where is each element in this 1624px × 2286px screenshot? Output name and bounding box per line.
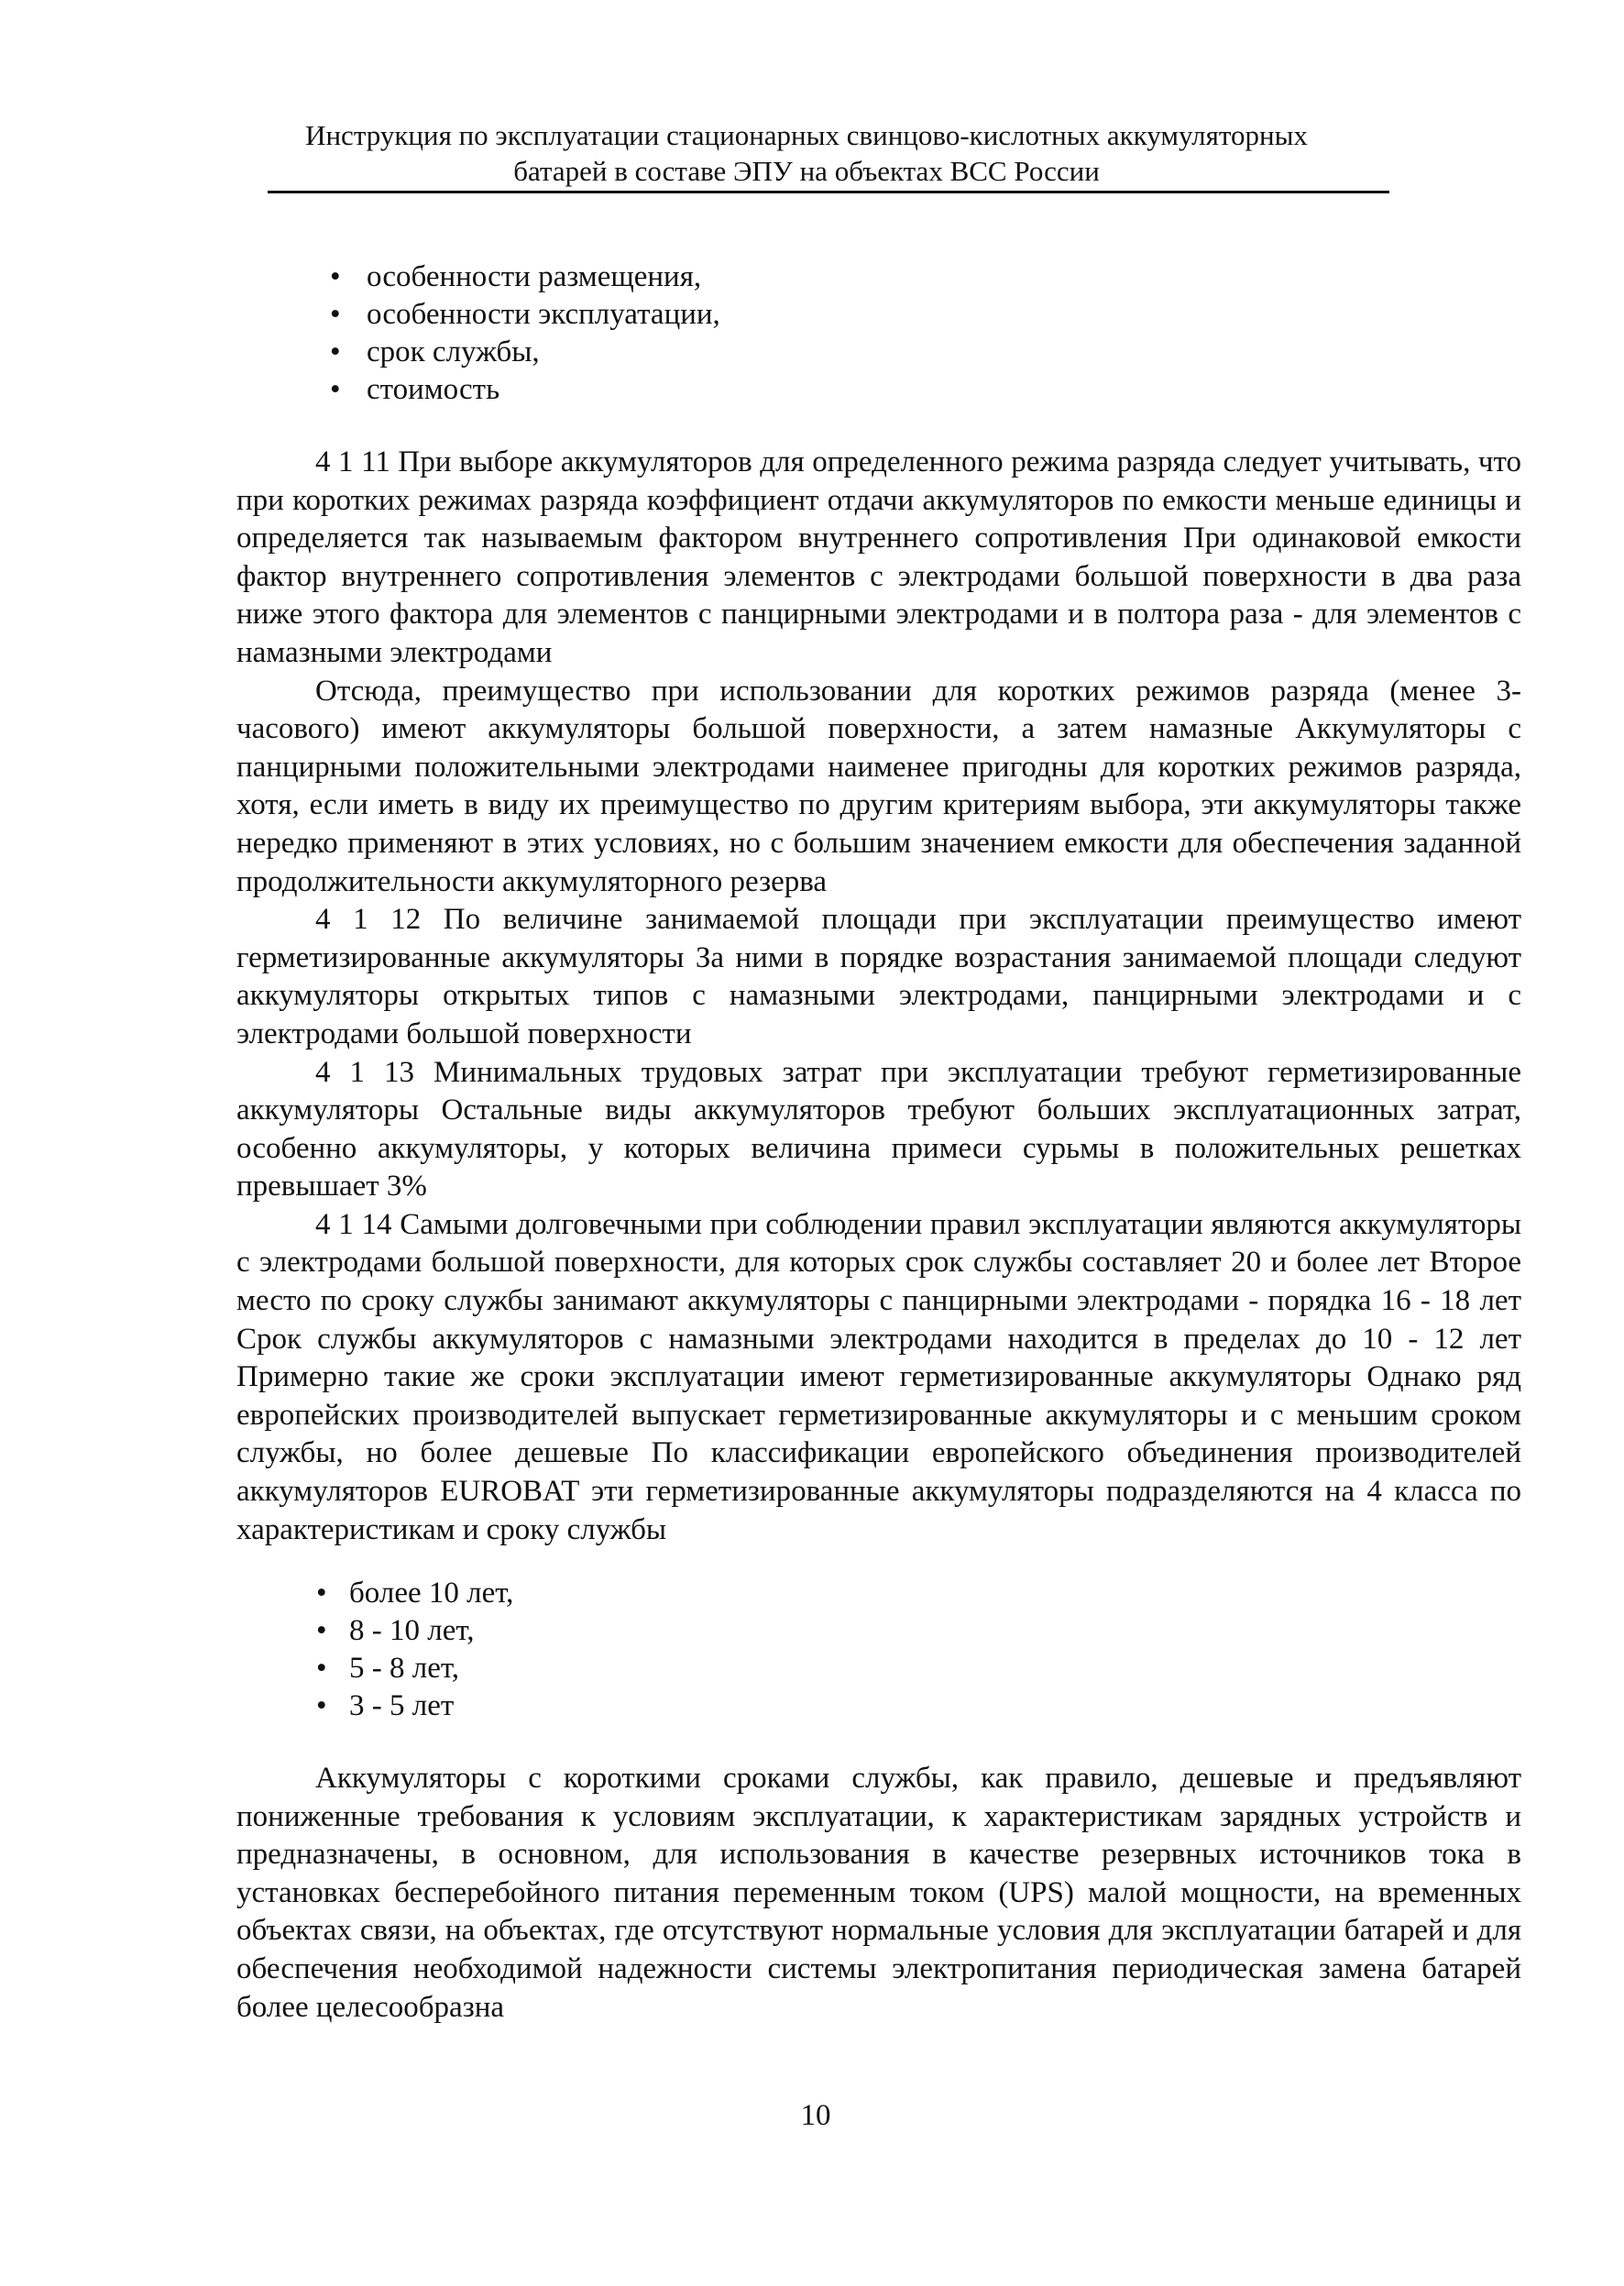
list-item-text: 8 - 10 лет, <box>349 1614 475 1647</box>
list-item <box>330 258 720 296</box>
criteria-list <box>330 258 720 409</box>
list-item-text: 5 - 8 лет, <box>349 1652 460 1685</box>
paragraph-4-1-13: 4 1 13 Минимальных трудовых затрат при эксплуатации требуют герметизированные аккумуляторы Остальные виды аккумуляторов требуют больших эксплуатационных затрат, особенно аккумуляторы, у которых величина примеси сурьмы в положительных решетках превышает 3% <box>236 1055 1521 1203</box>
list-item <box>316 1650 513 1687</box>
bullet-icon: • <box>330 335 341 368</box>
paragraph-4-1-11: 4 1 11 При выборе аккумуляторов для определенного режима разряда следует учитывать, что при коротких режимах разряда коэффициент отдачи аккумуляторов по емкости меньше единицы и определяется так называемым фактором внутреннего сопротивления При одинаковой емкости фактор внутреннего сопротивления элементов с электродами большой поверхности в два раза ниже этого фактора для элементов с панцирными электродами и в полтора раза - для элементов с намазными электродами <box>236 445 1521 669</box>
bullet-icon: • <box>316 1689 327 1722</box>
header-line-2: батарей в составе ЭПУ на объектах ВСС России <box>513 155 1100 187</box>
bullet-icon: • <box>330 260 341 293</box>
list-item <box>316 1687 513 1725</box>
page-number: 10 <box>800 2099 831 2132</box>
list-item <box>316 1612 513 1650</box>
list-item-text: срок службы, <box>367 335 540 368</box>
bullet-icon: • <box>330 373 341 406</box>
header-line-1: Инструкция по эксплуатации стационарных свинцово-кислотных аккумуляторных <box>305 119 1308 151</box>
list-item <box>330 334 720 371</box>
paragraph-consequence: Отсюда, преимущество при использовании для коротких режимов разряда (менее 3-часового) имеют аккумуляторы большой поверхности, а затем намазные Аккумуляторы с панцирными положительными электродами наименее пригодны для коротких режимов разряда, хотя, если иметь в виду их преимущество по другим критериям выбора, эти аккумуляторы также нередко применяют в этих условиях, но с большим значением емкости для обеспечения заданной продолжительности аккумуляторного резерва <box>236 674 1521 898</box>
list-item-text: особенности эксплуатации, <box>367 298 720 331</box>
list-item-text: особенности размещения, <box>367 260 702 293</box>
service-life-classes-list <box>316 1575 513 1725</box>
list-item <box>316 1575 513 1612</box>
bullet-icon: • <box>316 1652 327 1685</box>
list-item-text: более 10 лет, <box>349 1577 514 1610</box>
paragraph-4-1-12: 4 1 12 По величине занимаемой площади при эксплуатации преимущество имеют герметизированные аккумуляторы За ними в порядке возрастания занимаемой площади следуют аккумуляторы открытых типов с намазными электродами, панцирными электродами и с электродами большой поверхности <box>236 903 1521 1050</box>
bullet-icon: • <box>316 1614 327 1647</box>
paragraph-short-life: Аккумуляторы с короткими сроками службы, как правило, дешевые и предъявляют пониженные требования к условиям эксплуатации, к характеристикам зарядных устройств и предназначены, в основном, для использования в качестве резервных источников тока в установках бесперебойного питания переменным током (UPS) малой мощности, на временных объектах связи, на объектах, где отсутствуют нормальные условия для эксплуатации батарей и для обеспечения необходимой надежности системы электропитания периодическая замена батарей более целесообразна <box>236 1762 1521 2024</box>
list-item-text: стоимость <box>367 373 500 406</box>
header-divider <box>268 191 1389 193</box>
bullet-icon: • <box>316 1577 327 1610</box>
list-item <box>330 371 720 409</box>
body-text <box>236 444 1521 1549</box>
list-item <box>330 296 720 334</box>
bullet-icon: • <box>330 298 341 331</box>
page-header <box>229 117 1384 189</box>
list-item-text: 3 - 5 лет <box>349 1689 455 1722</box>
paragraph-4-1-14: 4 1 14 Самыми долговечными при соблюдении правил эксплуатации являются аккумуляторы с электродами большой поверхности, для которых срок службы составляет 20 и более лет Второе место по сроку службы занимают аккумуляторы с панцирными электродами - порядка 16 - 18 лет Срок службы аккумуляторов с намазными электродами находится в пределах до 10 - 12 лет Примерно такие же сроки эксплуатации имеют герметизированные аккумуляторы Однако ряд европейских производителей выпускает герметизированные аккумуляторы и с меньшим сроком службы, но более дешевые По классификации европейского объединения производителей аккумуляторов EUROBAT эти герметизированные аккумуляторы подразделяются на 4 класса по характеристикам и сроку службы <box>236 1207 1521 1546</box>
closing-text <box>236 1760 1521 2027</box>
